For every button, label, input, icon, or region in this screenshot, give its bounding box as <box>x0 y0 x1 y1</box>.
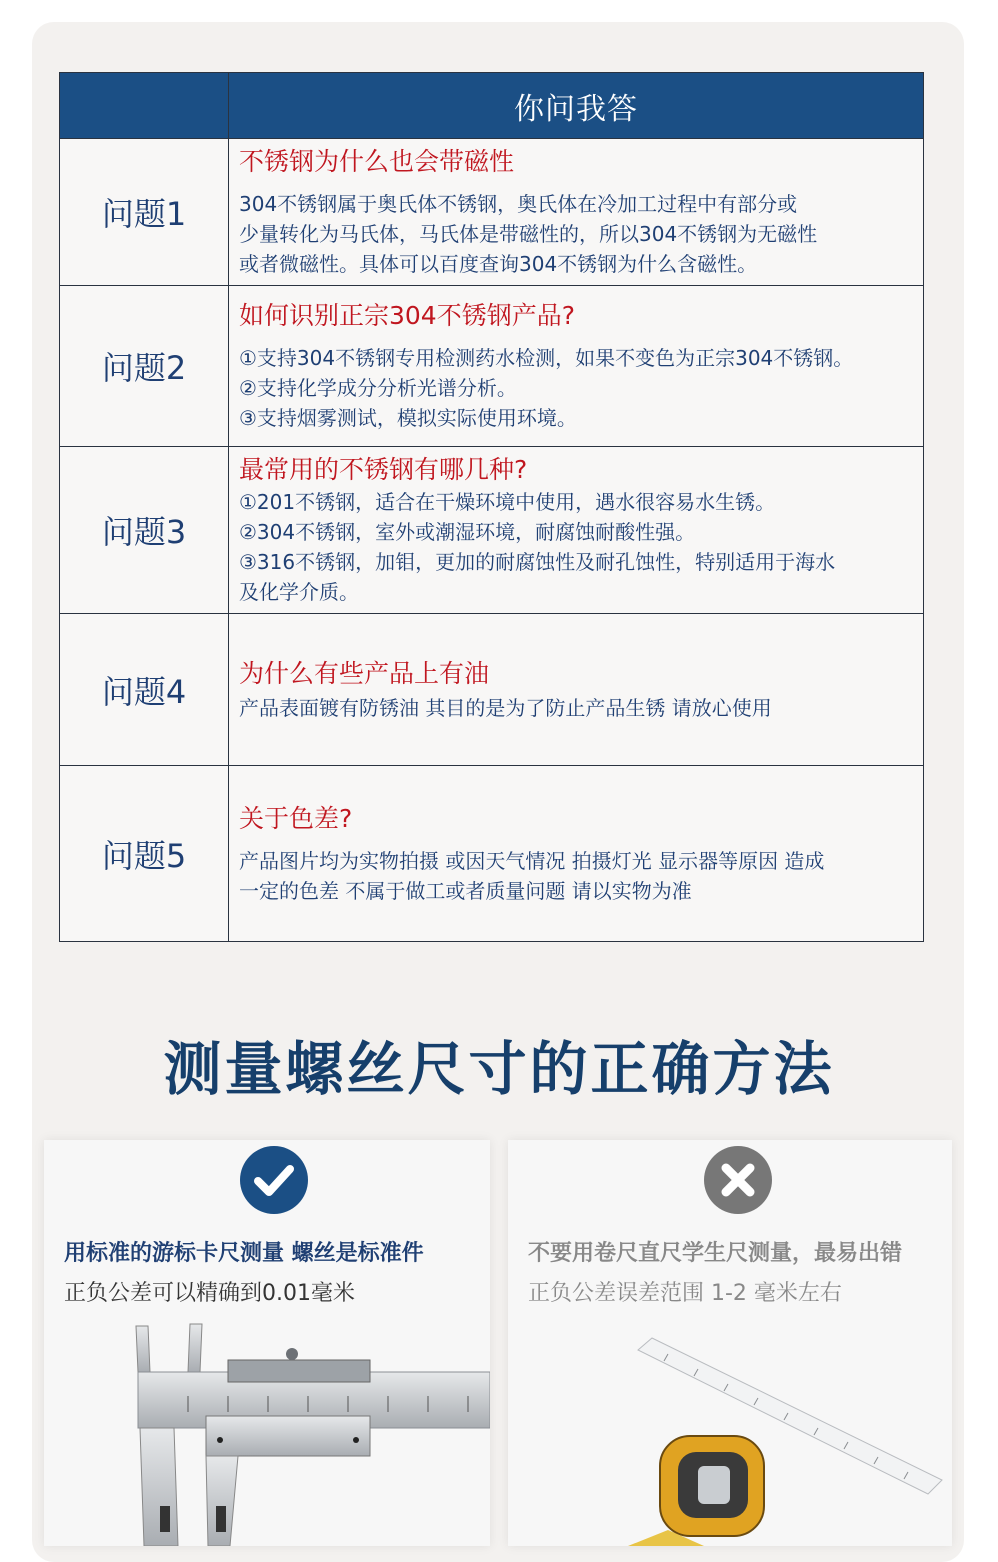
faq-answer <box>229 614 924 766</box>
faq-question: 最常用的不锈钢有哪几种? <box>239 455 528 484</box>
wrong-method-card <box>508 1140 952 1546</box>
faq-row-1 <box>60 139 924 286</box>
faq-answer <box>229 447 924 614</box>
faq-line: 产品表面镀有防锈油 其目的是为了防止产品生锈 请放心使用 <box>239 695 772 720</box>
cross-icon <box>704 1146 772 1214</box>
faq-question: 为什么有些产品上有油 <box>239 658 490 688</box>
ruler-tape-image <box>608 1330 952 1546</box>
faq-question: 不锈钢为什么也会带磁性 <box>239 147 515 176</box>
faq-line: ①支持304不锈钢专用检测药水检测，如果不变色为正宗304不锈钢。 <box>239 346 854 370</box>
correct-method-card <box>44 1140 490 1546</box>
faq-line: 产品图片均为实物拍摄 或因天气情况 拍摄灯光 显示器等原因 造成 <box>239 848 825 873</box>
faq-header-corner <box>60 73 229 139</box>
faq-answer <box>229 286 924 447</box>
faq-question: 如何识别正宗304不锈钢产品? <box>239 301 575 330</box>
faq-line: 少量转化为马氏体，马氏体是带磁性的，所以304不锈钢为无磁性 <box>239 222 818 246</box>
measure-heading: 测量螺丝尺寸的正确方法 <box>163 1035 835 1103</box>
faq-row-2 <box>60 286 924 447</box>
faq-label: 问题4 <box>60 614 229 766</box>
faq-line: ③316不锈钢，加钼，更加的耐腐蚀性及耐孔蚀性，特别适用于海水 <box>239 550 836 574</box>
faq-label: 问题5 <box>60 766 229 942</box>
check-icon <box>240 1146 308 1214</box>
faq-table <box>59 72 924 942</box>
faq-line: 或者微磁性。具体可以百度查询304不锈钢为什么含磁性。 <box>239 252 758 276</box>
faq-title: 你问我答 <box>229 73 924 139</box>
faq-answer <box>229 139 924 286</box>
faq-label: 问题2 <box>60 286 229 447</box>
faq-line: ③支持烟雾测试，模拟实际使用环境。 <box>239 406 577 430</box>
correct-method-title: 用标准的游标卡尺测量 螺丝是标准件 <box>64 1241 424 1266</box>
faq-line: 304不锈钢属于奥氏体不锈钢，奥氏体在冷加工过程中有部分或 <box>239 192 798 216</box>
faq-row-5 <box>60 766 924 942</box>
faq-line: ②支持化学成分分析光谱分析。 <box>239 376 517 400</box>
faq-line: 及化学介质。 <box>239 580 359 604</box>
faq-line: ①201不锈钢，适合在干燥环境中使用，遇水很容易水生锈。 <box>239 490 776 514</box>
faq-row-4 <box>60 614 924 766</box>
correct-method-subtitle: 正负公差可以精确到0.01毫米 <box>64 1281 355 1306</box>
vernier-caliper-image <box>88 1320 490 1546</box>
faq-row-3 <box>60 447 924 614</box>
faq-label: 问题3 <box>60 447 229 614</box>
faq-line: 一定的色差 不属于做工或者质量问题 请以实物为准 <box>239 878 692 903</box>
faq-question: 关于色差? <box>239 803 353 833</box>
wrong-method-title: 不要用卷尺直尺学生尺测量，最易出错 <box>528 1241 903 1266</box>
faq-answer <box>229 766 924 942</box>
faq-line: ②304不锈钢，室外或潮湿环境，耐腐蚀耐酸性强。 <box>239 520 696 544</box>
faq-label: 问题1 <box>60 139 229 286</box>
wrong-method-subtitle: 正负公差误差范围 1-2 毫米左右 <box>528 1281 842 1306</box>
